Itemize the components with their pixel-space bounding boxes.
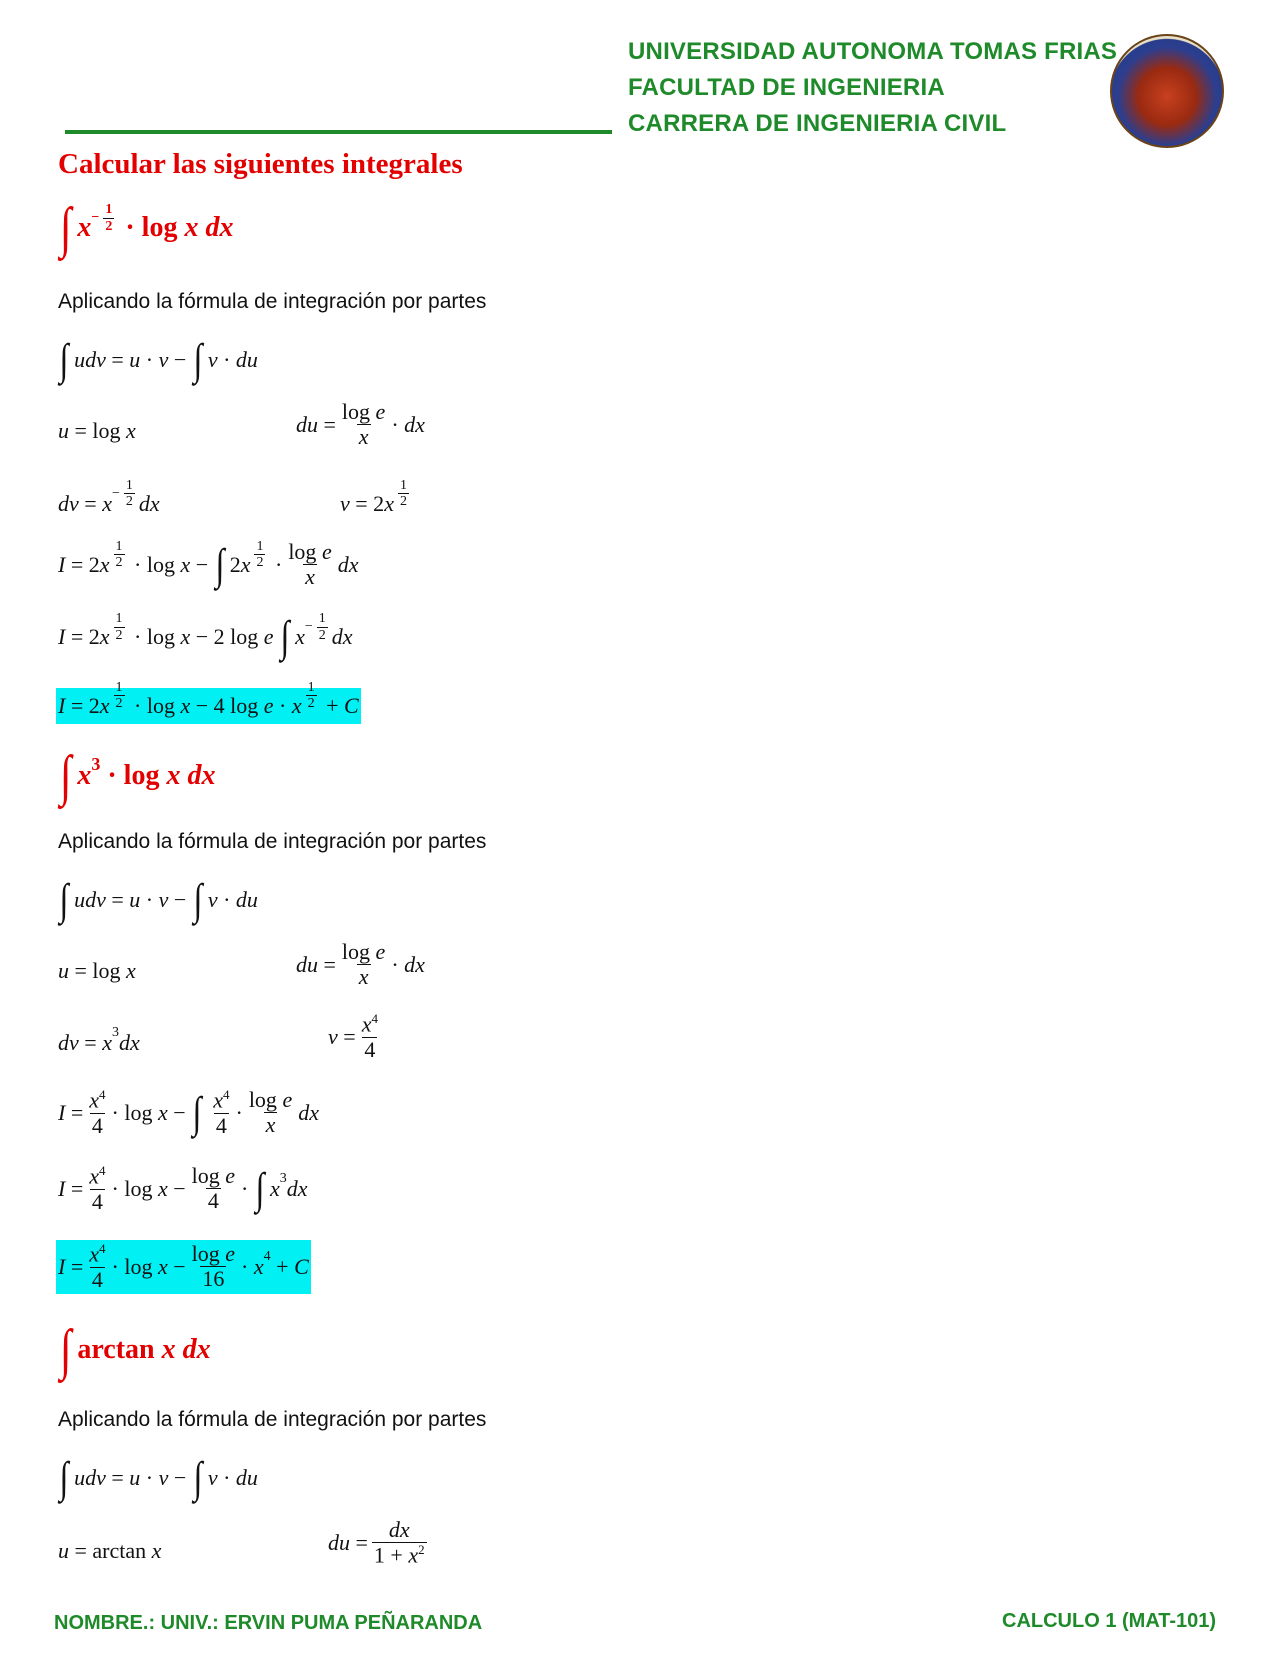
problem-3-integral: ∫ arctan x dx: [59, 1319, 211, 1381]
step-2b: I = $\frac{x^4}{4}$ · log x − $\frac{\text{log e}}{4}$ · ∫ x 3 dx: [58, 1163, 308, 1214]
university-name: UNIVERSIDAD AUTONOMA TOMAS FRIAS: [628, 38, 1118, 65]
problem-2-integral: ∫ x 3 · log x dx: [59, 745, 216, 807]
u-def-1: u = log x: [58, 418, 136, 443]
u-def-3: u = arctan x: [58, 1538, 162, 1563]
parts-formula-3: ∫ udv = u · v − ∫ v · du: [59, 1453, 258, 1502]
step-1b: I = 2 x $\frac{1}{2}$ · log x − 2 log e ∫ x − $\frac{1}{2}$ dx: [58, 611, 353, 661]
du-def-3: du = $\frac{dx}{1 + x^2}$: [328, 1517, 425, 1568]
v-def-2: v = $\frac{x^4}{4}$: [328, 1011, 378, 1062]
u-def-2: u = log x: [58, 958, 136, 983]
result-2: I = $\frac{x^4}{4}$ · log x − $\frac{\text{log e}}{16}$ · x 4 + C: [56, 1240, 311, 1294]
method-text-2: Aplicando la fórmula de integración por partes: [58, 830, 487, 853]
parts-formula-2: ∫ udv = u · v − ∫ v · du: [59, 875, 258, 924]
footer-course: CALCULO 1 (MAT-101): [1002, 1610, 1217, 1632]
university-seal-logo: [1110, 34, 1224, 148]
du-def-1: du = $\frac{\text{log e}}{x}$ · dx: [296, 399, 425, 450]
dv-def-1: dv = x − $\frac{1}{2}$ dx: [58, 478, 160, 516]
step-2a: I = $\frac{x^4}{4}$ · log x − ∫ $\frac{x^4}{4}$ · $\frac{\text{log e}}{x}$ dx: [58, 1087, 319, 1138]
header-rule: [65, 130, 612, 134]
result-1: I = 2 x $\frac{1}{2}$ · log x − 4 log e · x $\frac{1}{2}$ + C: [56, 688, 361, 724]
step-1a: I = 2 x $\frac{1}{2}$ · log x − ∫ 2 x $\frac{1}{2}$ · $\frac{\text{log e}}{x}$ dx: [58, 538, 359, 590]
problem-1-integral: ∫ x − $\frac{1}{2}$ · log x dx: [59, 197, 234, 259]
page-title: Calcular las siguientes integrales: [58, 148, 463, 180]
du-def-2: du = $\frac{\text{log e}}{x}$ · dx: [296, 939, 425, 990]
v-def-1: v = 2 x $\frac{1}{2}$: [340, 478, 407, 516]
footer-author: NOMBRE.: UNIV.: ERVIN PUMA PEÑARANDA: [54, 1612, 483, 1634]
method-text-3: Aplicando la fórmula de integración por partes: [58, 1408, 487, 1431]
faculty-name: FACULTAD DE INGENIERIA: [628, 74, 945, 101]
career-name: CARRERA DE INGENIERIA CIVIL: [628, 110, 1007, 137]
method-text-1: Aplicando la fórmula de integración por partes: [58, 290, 487, 313]
parts-formula-1: ∫ udv = u · v − ∫ v · du: [59, 335, 258, 384]
dv-def-2: dv = x 3 dx: [58, 1025, 140, 1055]
